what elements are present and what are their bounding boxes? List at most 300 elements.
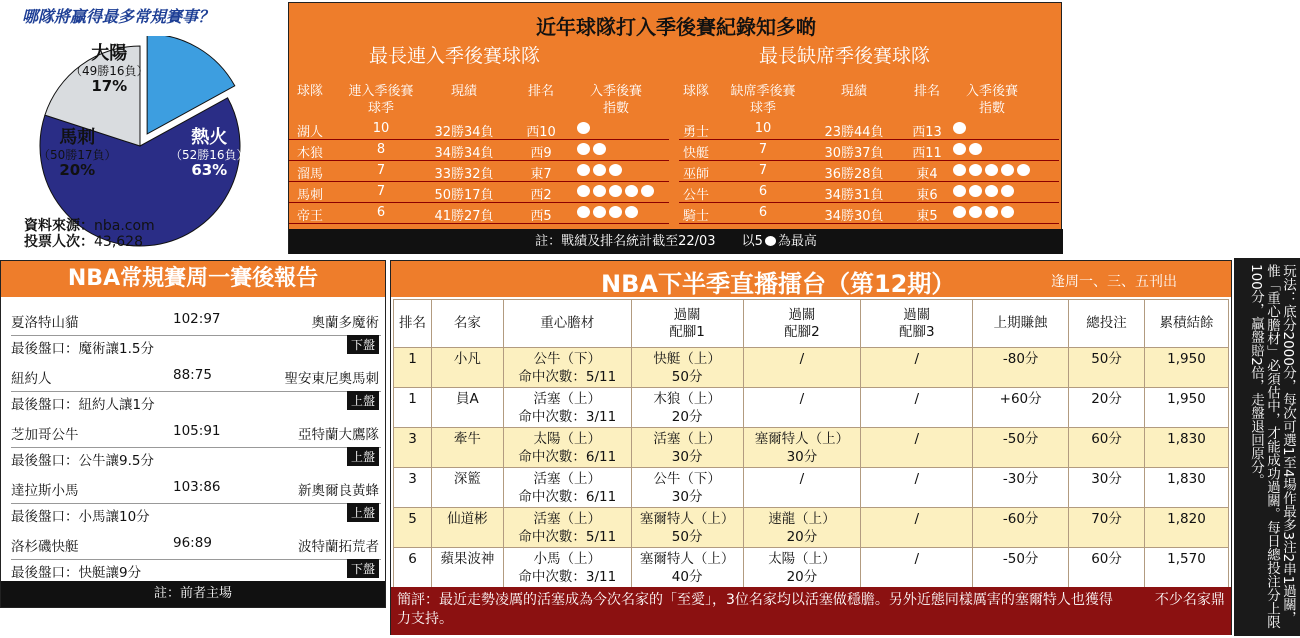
index-apples xyxy=(947,142,1037,157)
rank-cell xyxy=(394,468,432,508)
pick-cell-line: 命中次數：3/11 xyxy=(518,569,617,585)
column-header: 上期賺蝕 xyxy=(973,300,1069,348)
column-header: 排名 xyxy=(394,300,432,348)
leg1-cell-line: 塞爾特人（上） xyxy=(639,511,735,527)
pick-cell xyxy=(503,508,631,548)
game-item xyxy=(11,367,381,415)
cell-seasons: 6 xyxy=(376,205,386,220)
index-apples xyxy=(571,121,661,136)
cell-record: 50勝17負 xyxy=(434,188,494,203)
playoff-row xyxy=(679,203,1059,224)
last-cell xyxy=(973,468,1069,508)
playoff-row xyxy=(679,182,1059,203)
score: 88:75 xyxy=(173,367,212,383)
cell-seasons: 7 xyxy=(758,142,768,157)
rank-cell-line: 3 xyxy=(408,471,417,487)
pie-label-heat xyxy=(170,128,249,180)
score: 103:86 xyxy=(173,479,221,495)
apple-icon xyxy=(609,164,622,176)
playoff-row xyxy=(289,140,669,161)
last-cell-line: -50分 xyxy=(1002,431,1039,447)
name-cell xyxy=(431,508,503,548)
leg3-cell xyxy=(861,428,973,468)
cell-record: 32勝34負 xyxy=(434,125,494,140)
cell-record: 33勝32負 xyxy=(434,167,494,182)
name-cell xyxy=(431,348,503,388)
apple-icon xyxy=(1001,185,1014,197)
leg3-cell-line: / xyxy=(914,391,920,407)
table-row xyxy=(394,468,1229,508)
cell-team: 公牛 xyxy=(682,188,709,203)
apple-icon xyxy=(985,206,998,218)
pick-cell xyxy=(503,388,631,428)
leg1-cell xyxy=(631,468,743,508)
home-team: 芝加哥公牛 xyxy=(11,427,79,443)
apple-icon xyxy=(985,185,998,197)
bet-cell xyxy=(1069,508,1145,548)
source-value: nba.com xyxy=(94,218,155,234)
leg1-cell xyxy=(631,388,743,428)
pick-cell-line: 命中次數：6/11 xyxy=(518,489,617,505)
cell-team: 湖人 xyxy=(296,125,323,140)
cell-seasons: 10 xyxy=(372,121,390,136)
column-header: 累積結餘 xyxy=(1145,300,1229,348)
leg3-cell-line: / xyxy=(914,471,920,487)
leg1-cell-line: 20分 xyxy=(671,409,703,425)
leg2-cell-line: 20分 xyxy=(786,529,818,545)
last-cell-line: -80分 xyxy=(1002,351,1039,367)
leg3-cell xyxy=(861,548,973,588)
divider xyxy=(11,559,381,560)
name-cell-line: 仙道彬 xyxy=(447,511,488,527)
home-team: 紐約人 xyxy=(11,371,52,387)
leg2-cell xyxy=(743,468,861,508)
divider xyxy=(11,335,381,336)
column-header: 現績 xyxy=(450,84,477,99)
pick-cell-line: 命中次數：5/11 xyxy=(518,529,617,545)
apple-icon xyxy=(593,143,606,155)
apple-icon xyxy=(969,206,982,218)
pie-label-spurs xyxy=(38,128,117,180)
leg2-cell-line: 太陽（上） xyxy=(768,551,836,567)
apple-icon xyxy=(609,206,622,218)
cell-rank: 東5 xyxy=(916,209,938,224)
column-header: 入季後賽 指數 xyxy=(965,84,1018,116)
total-cell xyxy=(1145,388,1229,428)
total-cell xyxy=(1145,548,1229,588)
name-cell xyxy=(431,428,503,468)
pick-cell-line: 活塞（上） xyxy=(533,391,602,407)
pie-label-suns xyxy=(70,44,149,96)
apple-icon xyxy=(625,185,638,197)
column-header: 排名 xyxy=(527,84,554,99)
leg2-cell-line: / xyxy=(799,391,805,407)
cell-seasons: 7 xyxy=(376,184,386,199)
bet-cell-line: 70分 xyxy=(1091,511,1122,527)
column-header: 球隊 xyxy=(296,84,323,99)
leg1-cell-line: 木狼（上） xyxy=(653,391,721,407)
game-item xyxy=(11,535,381,583)
poll-source xyxy=(24,218,155,250)
leg2-cell-line: / xyxy=(799,471,805,487)
cell-record: 34勝31負 xyxy=(824,188,884,203)
leg1-cell-line: 快艇（上） xyxy=(653,351,721,367)
pick-cell-line: 小馬（上） xyxy=(533,551,602,567)
leg3-cell-line: / xyxy=(914,351,920,367)
index-apples xyxy=(947,121,1037,136)
cell-team: 木狼 xyxy=(296,146,323,161)
leg2-cell xyxy=(743,428,861,468)
total-cell-line: 1,830 xyxy=(1167,471,1206,487)
rank-cell-line: 1 xyxy=(408,391,417,407)
apple-icon xyxy=(985,164,998,176)
leg1-cell xyxy=(631,508,743,548)
result-badge: 下盤 xyxy=(347,335,379,354)
bet-cell-line: 60分 xyxy=(1091,431,1122,447)
pick-cell-line: 活塞（上） xyxy=(533,471,602,487)
total-cell xyxy=(1145,468,1229,508)
index-apples xyxy=(571,142,661,157)
closing-line: 最後盤口：魔術讓1.5分 xyxy=(11,341,154,357)
game-item xyxy=(11,479,381,527)
name-cell xyxy=(431,388,503,428)
apple-icon xyxy=(577,206,590,218)
cell-rank: 西2 xyxy=(530,188,552,203)
apple-icon xyxy=(641,185,654,197)
last-cell xyxy=(973,428,1069,468)
pie-label-record: （52勝16負） xyxy=(170,147,249,162)
playoff-row xyxy=(679,140,1059,161)
apple-icon xyxy=(1001,206,1014,218)
cell-rank: 西10 xyxy=(526,125,556,140)
bet-cell-line: 60分 xyxy=(1091,551,1122,567)
column-header: 名家 xyxy=(431,300,503,348)
bet-cell-line: 50分 xyxy=(1091,351,1122,367)
pie-label-pct: 63% xyxy=(191,161,228,180)
total-cell-line: 1,570 xyxy=(1167,551,1206,567)
apple-icon xyxy=(953,122,966,134)
column-header: 過關 配腳2 xyxy=(743,300,861,348)
votes-label: 投票人次： xyxy=(24,234,94,250)
last-cell xyxy=(973,388,1069,428)
leg3-cell xyxy=(861,468,973,508)
pick-cell-line: 命中次數：3/11 xyxy=(518,409,617,425)
cell-seasons: 6 xyxy=(758,205,768,220)
closing-line: 最後盤口：快艇讓9分 xyxy=(11,565,142,581)
index-apples xyxy=(571,205,661,220)
leg3-cell-line: / xyxy=(914,511,920,527)
home-team: 夏洛特山貓 xyxy=(11,315,79,331)
away-team: 聖安東尼奧馬刺 xyxy=(284,371,379,387)
last-cell-line: -60分 xyxy=(1002,511,1039,527)
cell-team: 帝王 xyxy=(296,209,323,224)
leg3-cell xyxy=(861,508,973,548)
playoff-row xyxy=(289,119,669,140)
index-apples xyxy=(571,184,661,199)
leg2-cell-line: 30分 xyxy=(786,449,818,465)
column-header: 過關 配腳1 xyxy=(631,300,743,348)
cell-record: 30勝37負 xyxy=(824,146,884,161)
total-cell xyxy=(1145,508,1229,548)
apple-icon xyxy=(1017,164,1030,176)
leg3-cell xyxy=(861,388,973,428)
last-cell-line: -50分 xyxy=(1002,551,1039,567)
name-cell xyxy=(431,548,503,588)
leg2-cell-line: 速龍（上） xyxy=(768,511,836,527)
apple-icon xyxy=(593,185,606,197)
pick-cell xyxy=(503,348,631,388)
tournament-panel xyxy=(390,260,1232,635)
cell-rank: 西13 xyxy=(912,125,942,140)
apple-icon xyxy=(969,164,982,176)
pick-cell-line: 命中次數：5/11 xyxy=(518,369,617,385)
total-cell-line: 1,820 xyxy=(1167,511,1206,527)
cell-team: 溜馬 xyxy=(296,167,323,182)
apple-icon xyxy=(577,185,590,197)
column-header: 現績 xyxy=(840,84,867,99)
result-badge: 上盤 xyxy=(347,503,379,522)
cell-rank: 東4 xyxy=(916,167,938,182)
score: 105:91 xyxy=(173,423,221,439)
total-cell xyxy=(1145,428,1229,468)
cell-team: 馬刺 xyxy=(296,188,323,203)
apple-icon xyxy=(969,185,982,197)
cell-record: 41勝27負 xyxy=(434,209,494,224)
leg2-cell xyxy=(743,548,861,588)
rank-cell-line: 3 xyxy=(408,431,417,447)
last-cell xyxy=(973,508,1069,548)
column-header: 過關 配腳3 xyxy=(861,300,973,348)
total-cell xyxy=(1145,348,1229,388)
home-team: 達拉斯小馬 xyxy=(11,483,79,499)
name-cell-line: 牽牛 xyxy=(453,431,481,447)
cell-rank: 東7 xyxy=(530,167,552,182)
closing-line: 最後盤口：小馬讓10分 xyxy=(11,509,150,525)
away-team: 新奧爾良黃蜂 xyxy=(298,483,379,499)
table-row xyxy=(394,508,1229,548)
pie-label-name: 馬刺 xyxy=(59,127,96,148)
leg3-cell-line: / xyxy=(914,431,920,447)
longest-out-subtitle: 最長缺席季後賽球隊 xyxy=(759,45,931,67)
table-row xyxy=(394,348,1229,388)
leg2-cell-line: 塞爾特人（上） xyxy=(754,431,850,447)
leg1-cell xyxy=(631,348,743,388)
cell-team: 騎士 xyxy=(682,209,709,224)
total-cell-line: 1,950 xyxy=(1167,391,1206,407)
cell-seasons: 10 xyxy=(754,121,772,136)
playoff-note xyxy=(289,229,1063,254)
pick-cell xyxy=(503,548,631,588)
bet-cell xyxy=(1069,388,1145,428)
leg2-cell xyxy=(743,508,861,548)
weekly-report-panel xyxy=(0,260,386,608)
weekly-report-title: NBA常規賽周一賽後報告 xyxy=(1,261,385,297)
bet-cell xyxy=(1069,428,1145,468)
leg1-cell-line: 塞爾特人（上） xyxy=(639,551,735,567)
apple-icon xyxy=(953,164,966,176)
note-suffix: 為最高 xyxy=(777,234,817,249)
weekly-report-note: 註：前者主場 xyxy=(1,581,385,607)
source-label: 資料來源： xyxy=(24,218,94,234)
playoff-record-panel xyxy=(288,2,1062,254)
pick-cell-line: 太陽（上） xyxy=(533,431,602,447)
rank-cell xyxy=(394,508,432,548)
total-cell-line: 1,830 xyxy=(1167,431,1206,447)
leg1-cell-line: 50分 xyxy=(671,369,703,385)
column-header: 總投注 xyxy=(1069,300,1145,348)
cell-record: 34勝30負 xyxy=(824,209,884,224)
closing-line: 最後盤口：公牛讓9.5分 xyxy=(11,453,154,469)
leg2-cell xyxy=(743,348,861,388)
apple-icon xyxy=(577,122,590,134)
bet-cell xyxy=(1069,548,1145,588)
playoff-row xyxy=(289,203,669,224)
divider xyxy=(11,503,381,504)
tournament-comment: 簡評：最近走勢凌厲的活塞成為今次名家的「至愛」，3位名家均以活塞做穩膽。另外近態同樣厲害的塞爾特人也獲得 不少名家鼎力支持。 xyxy=(391,587,1231,635)
leg1-cell-line: 40分 xyxy=(671,569,703,585)
cell-team: 巫師 xyxy=(682,167,709,182)
leg2-cell-line: / xyxy=(799,351,805,367)
votes-value: 43,628 xyxy=(94,234,143,250)
pick-cell-line: 公牛（下） xyxy=(533,351,602,367)
apple-icon xyxy=(577,164,590,176)
playoff-row xyxy=(289,161,669,182)
table-row xyxy=(394,428,1229,468)
last-cell-line: -30分 xyxy=(1002,471,1039,487)
playoff-row xyxy=(289,182,669,203)
cell-record: 36勝28負 xyxy=(824,167,884,182)
leg2-cell-line: 20分 xyxy=(786,569,818,585)
column-header: 缺席季後賽 球季 xyxy=(730,84,796,116)
tournament-table xyxy=(393,299,1229,588)
last-cell xyxy=(973,548,1069,588)
total-cell-line: 1,950 xyxy=(1167,351,1206,367)
rank-cell xyxy=(394,548,432,588)
away-team: 亞特蘭大鷹隊 xyxy=(298,427,379,443)
column-header: 排名 xyxy=(913,84,940,99)
column-header: 重心膽材 xyxy=(503,300,631,348)
pick-cell xyxy=(503,468,631,508)
pie-label-pct: 20% xyxy=(59,161,96,180)
apple-icon xyxy=(953,185,966,197)
result-badge: 下盤 xyxy=(347,559,379,578)
name-cell-line: 蘋果波神 xyxy=(440,551,495,567)
poll-question: 哪隊將贏得最多常規賽事？ xyxy=(22,7,215,26)
longest-in-subtitle: 最長連入季後賽球隊 xyxy=(369,45,541,67)
leg1-cell xyxy=(631,428,743,468)
table-row xyxy=(394,548,1229,588)
name-cell-line: 員A xyxy=(456,391,479,407)
pick-cell xyxy=(503,428,631,468)
leg2-cell xyxy=(743,388,861,428)
leg3-cell xyxy=(861,348,973,388)
cell-team: 勇士 xyxy=(682,125,709,140)
rank-cell xyxy=(394,388,432,428)
index-apples xyxy=(947,205,1037,220)
away-team: 波特蘭拓荒者 xyxy=(298,539,379,555)
pie-label-record: （50勝17負） xyxy=(38,147,117,162)
cell-team: 快艇 xyxy=(682,146,709,161)
rank-cell-line: 1 xyxy=(408,351,417,367)
pick-cell-line: 命中次數：6/11 xyxy=(518,449,617,465)
column-header: 連入季後賽 球季 xyxy=(348,84,414,116)
pie-label-name: 熱火 xyxy=(191,127,228,148)
bet-cell-line: 20分 xyxy=(1091,391,1122,407)
column-header: 球隊 xyxy=(682,84,709,99)
apple-icon xyxy=(953,206,966,218)
name-cell-line: 小凡 xyxy=(453,351,481,367)
cell-seasons: 7 xyxy=(758,163,768,178)
score: 102:97 xyxy=(173,311,221,327)
cell-rank: 西5 xyxy=(530,209,552,224)
divider xyxy=(11,391,381,392)
leg1-cell xyxy=(631,548,743,588)
leg1-cell-line: 30分 xyxy=(671,489,703,505)
pick-cell-line: 活塞（上） xyxy=(533,511,602,527)
playoff-row xyxy=(679,119,1059,140)
leg3-cell-line: / xyxy=(914,551,920,567)
away-team: 奧蘭多魔術 xyxy=(311,315,379,331)
result-badge: 上盤 xyxy=(347,447,379,466)
score: 96:89 xyxy=(173,535,212,551)
game-item xyxy=(11,423,381,471)
apple-icon xyxy=(609,185,622,197)
rank-cell-line: 5 xyxy=(408,511,417,527)
pie-label-name: 大陽 xyxy=(91,43,128,64)
playoff-title: 近年球隊打入季後賽紀錄知多啲 xyxy=(536,15,816,39)
apple-icon xyxy=(953,143,966,155)
apple-icon xyxy=(577,143,590,155)
divider xyxy=(11,447,381,448)
cell-rank: 西9 xyxy=(530,146,552,161)
pie-label-pct: 17% xyxy=(91,77,128,96)
leg1-cell-line: 公牛（下） xyxy=(653,471,721,487)
cell-seasons: 8 xyxy=(376,142,386,157)
leg1-cell-line: 活塞（上） xyxy=(653,431,721,447)
apple-icon xyxy=(1001,164,1014,176)
cell-seasons: 6 xyxy=(758,184,768,199)
name-cell-line: 深籃 xyxy=(453,471,481,487)
tournament-title: NBA下半季直播擂台（第12期） xyxy=(601,270,956,298)
apple-icon xyxy=(593,164,606,176)
home-team: 洛杉磯快艇 xyxy=(11,539,79,555)
index-apples xyxy=(947,163,1037,178)
game-item xyxy=(11,311,381,359)
bet-cell xyxy=(1069,468,1145,508)
last-cell-line: +60分 xyxy=(999,391,1042,407)
bet-cell-line: 30分 xyxy=(1091,471,1122,487)
rank-cell xyxy=(394,348,432,388)
table-row xyxy=(394,388,1229,428)
cell-rank: 西11 xyxy=(912,146,942,161)
result-badge: 上盤 xyxy=(347,391,379,410)
tournament-header xyxy=(391,261,1231,297)
index-apples xyxy=(571,163,661,178)
tournament-header-row xyxy=(394,300,1229,348)
cell-seasons: 7 xyxy=(376,163,386,178)
leg1-cell-line: 50分 xyxy=(671,529,703,545)
cell-record: 34勝34負 xyxy=(434,146,494,161)
cell-record: 23勝44負 xyxy=(824,125,884,140)
apple-icon xyxy=(625,206,638,218)
apple-icon xyxy=(969,143,982,155)
rank-cell xyxy=(394,428,432,468)
rank-cell-line: 6 xyxy=(408,551,417,567)
closing-line: 最後盤口：紐約人讓1分 xyxy=(11,397,155,413)
name-cell xyxy=(431,468,503,508)
note-prefix: 註：戰績及排名統計截至22/03 以5 xyxy=(535,234,763,249)
last-cell xyxy=(973,348,1069,388)
